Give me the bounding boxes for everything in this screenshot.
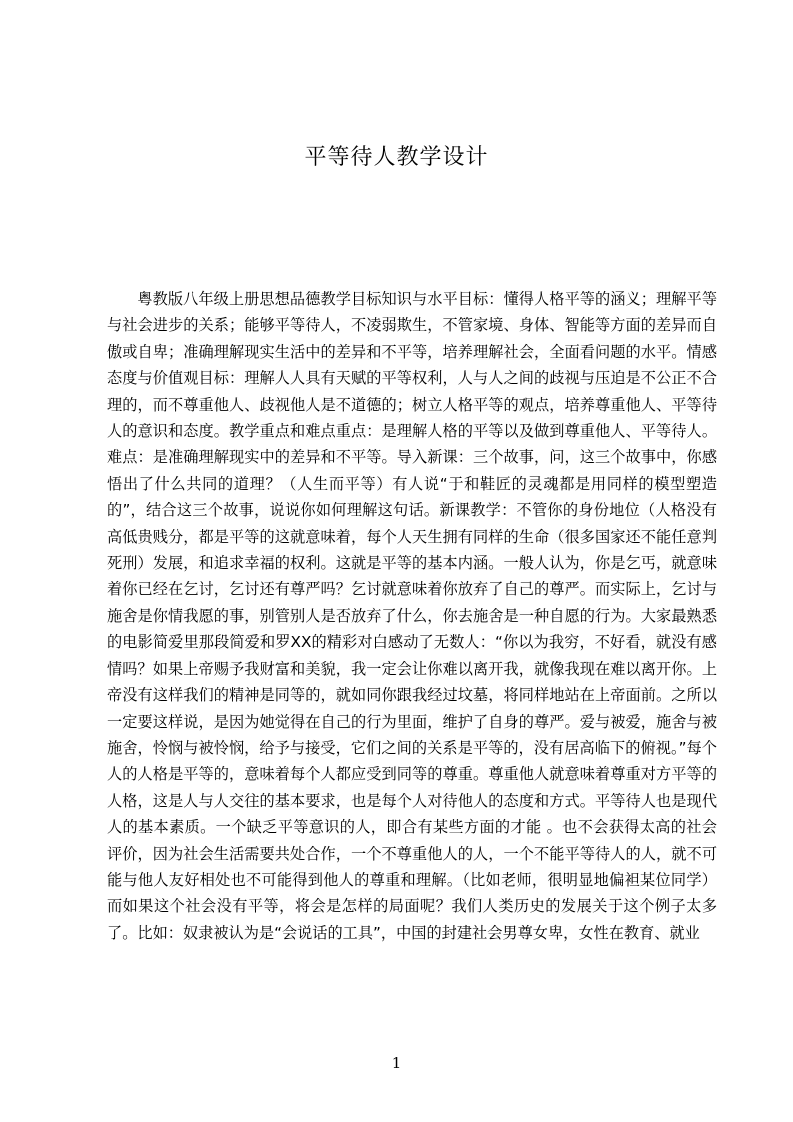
page-number: 1 bbox=[391, 1054, 402, 1072]
document-title: 平等待人教学设计 bbox=[304, 145, 489, 170]
body-paragraph: 粤教版八年级上册思想品德教学目标知识与水平目标：懂得人格平等的涵义；理解平等与社会进步的关系；能够平等待人，不凌弱欺生，不管家境、身体、智能等方面的差异而自傲或自卑；准确理解现实生活中的差异和不平等，培养理解社会，全面看问题的水平。情感态度与价值观目标：理解人人具有天赋的平等权利，人与人之间的歧视与压迫是不公正不合理的，而不尊重他人、歧视他人是不道德的；树立人格平等的观点，培养尊重他人、平等待人的意识和态度。教学重点和难点重点：是理解人格的平等以及做到尊重他人、平等待人。难点：是准确理解现实中的差异和不平等。导入新课：三个故事，问，这三个故事中，你感悟出了什么共同的道理？（人生而平等）有人说“于和鞋匠的灵魂都是用同样的模型塑造的”，结合这三个故事，说说你如何理解这句话。新课教学：不管你的身份地位（人格没有高低贵贱分，都是平等的这就意味着，每个人天生拥有同样的生命（很多国家还不能任意判死刑）发展，和追求幸福的权利。这就是平等的基本内涵。一般人认为，你是乞丐，就意味着你已经在乞讨，乞讨还有尊严吗？乞讨就意味着你放弃了自己的尊严。而实际上，乞讨与施舍是你情我愿的事，别管别人是否放弃了什么，你去施舍是一种自愿的行为。大家最熟悉的电影简爱里那段简爱和罗XX的精彩对白感动了无数人：“你以为我穷，不好看，就没有感情吗？如果上帝赐予我财富和美貌，我一定会让你难以离开我，就像我现在难以离开你。上帝没有这样我们的精神是同等的，就如同你跟我经过坟墓，将同样地站在上帝面前。之所以一定要这样说，是因为她觉得在自己的行为里面，维护了自身的尊严。爱与被爱，施舍与被施舍，怜悯与被怜悯，给予与接受，它们之间的关系是平等的，没有居高临下的俯视。”每个人的人格是平等的，意味着每个人都应受到同等的尊重。尊重他人就意味着尊重对方平等的人格，这是人与人交往的基本要求，也是每个人对待他人的态度和方式。平等待人也是现代人的基本素质。一个缺乏平等意识的人，即合有某些方面的才能 。也不会获得太高的社会评价，因为社会生活需要共处合作，一个不尊重他人的人，一个不能平等待人的人，就不可能与他人友好相处也不可能得到他人的尊重和理解。（比如老师，很明显地偏袒某位同学）而如果这个社会没有平等，将会是怎样的局面呢？我们人类历史的发展关于这个例子太多了。比如：奴隶被认为是“会说话的工具”，中国的封建社会男尊女卑，女性在教育、就业 bbox=[107, 290, 717, 942]
